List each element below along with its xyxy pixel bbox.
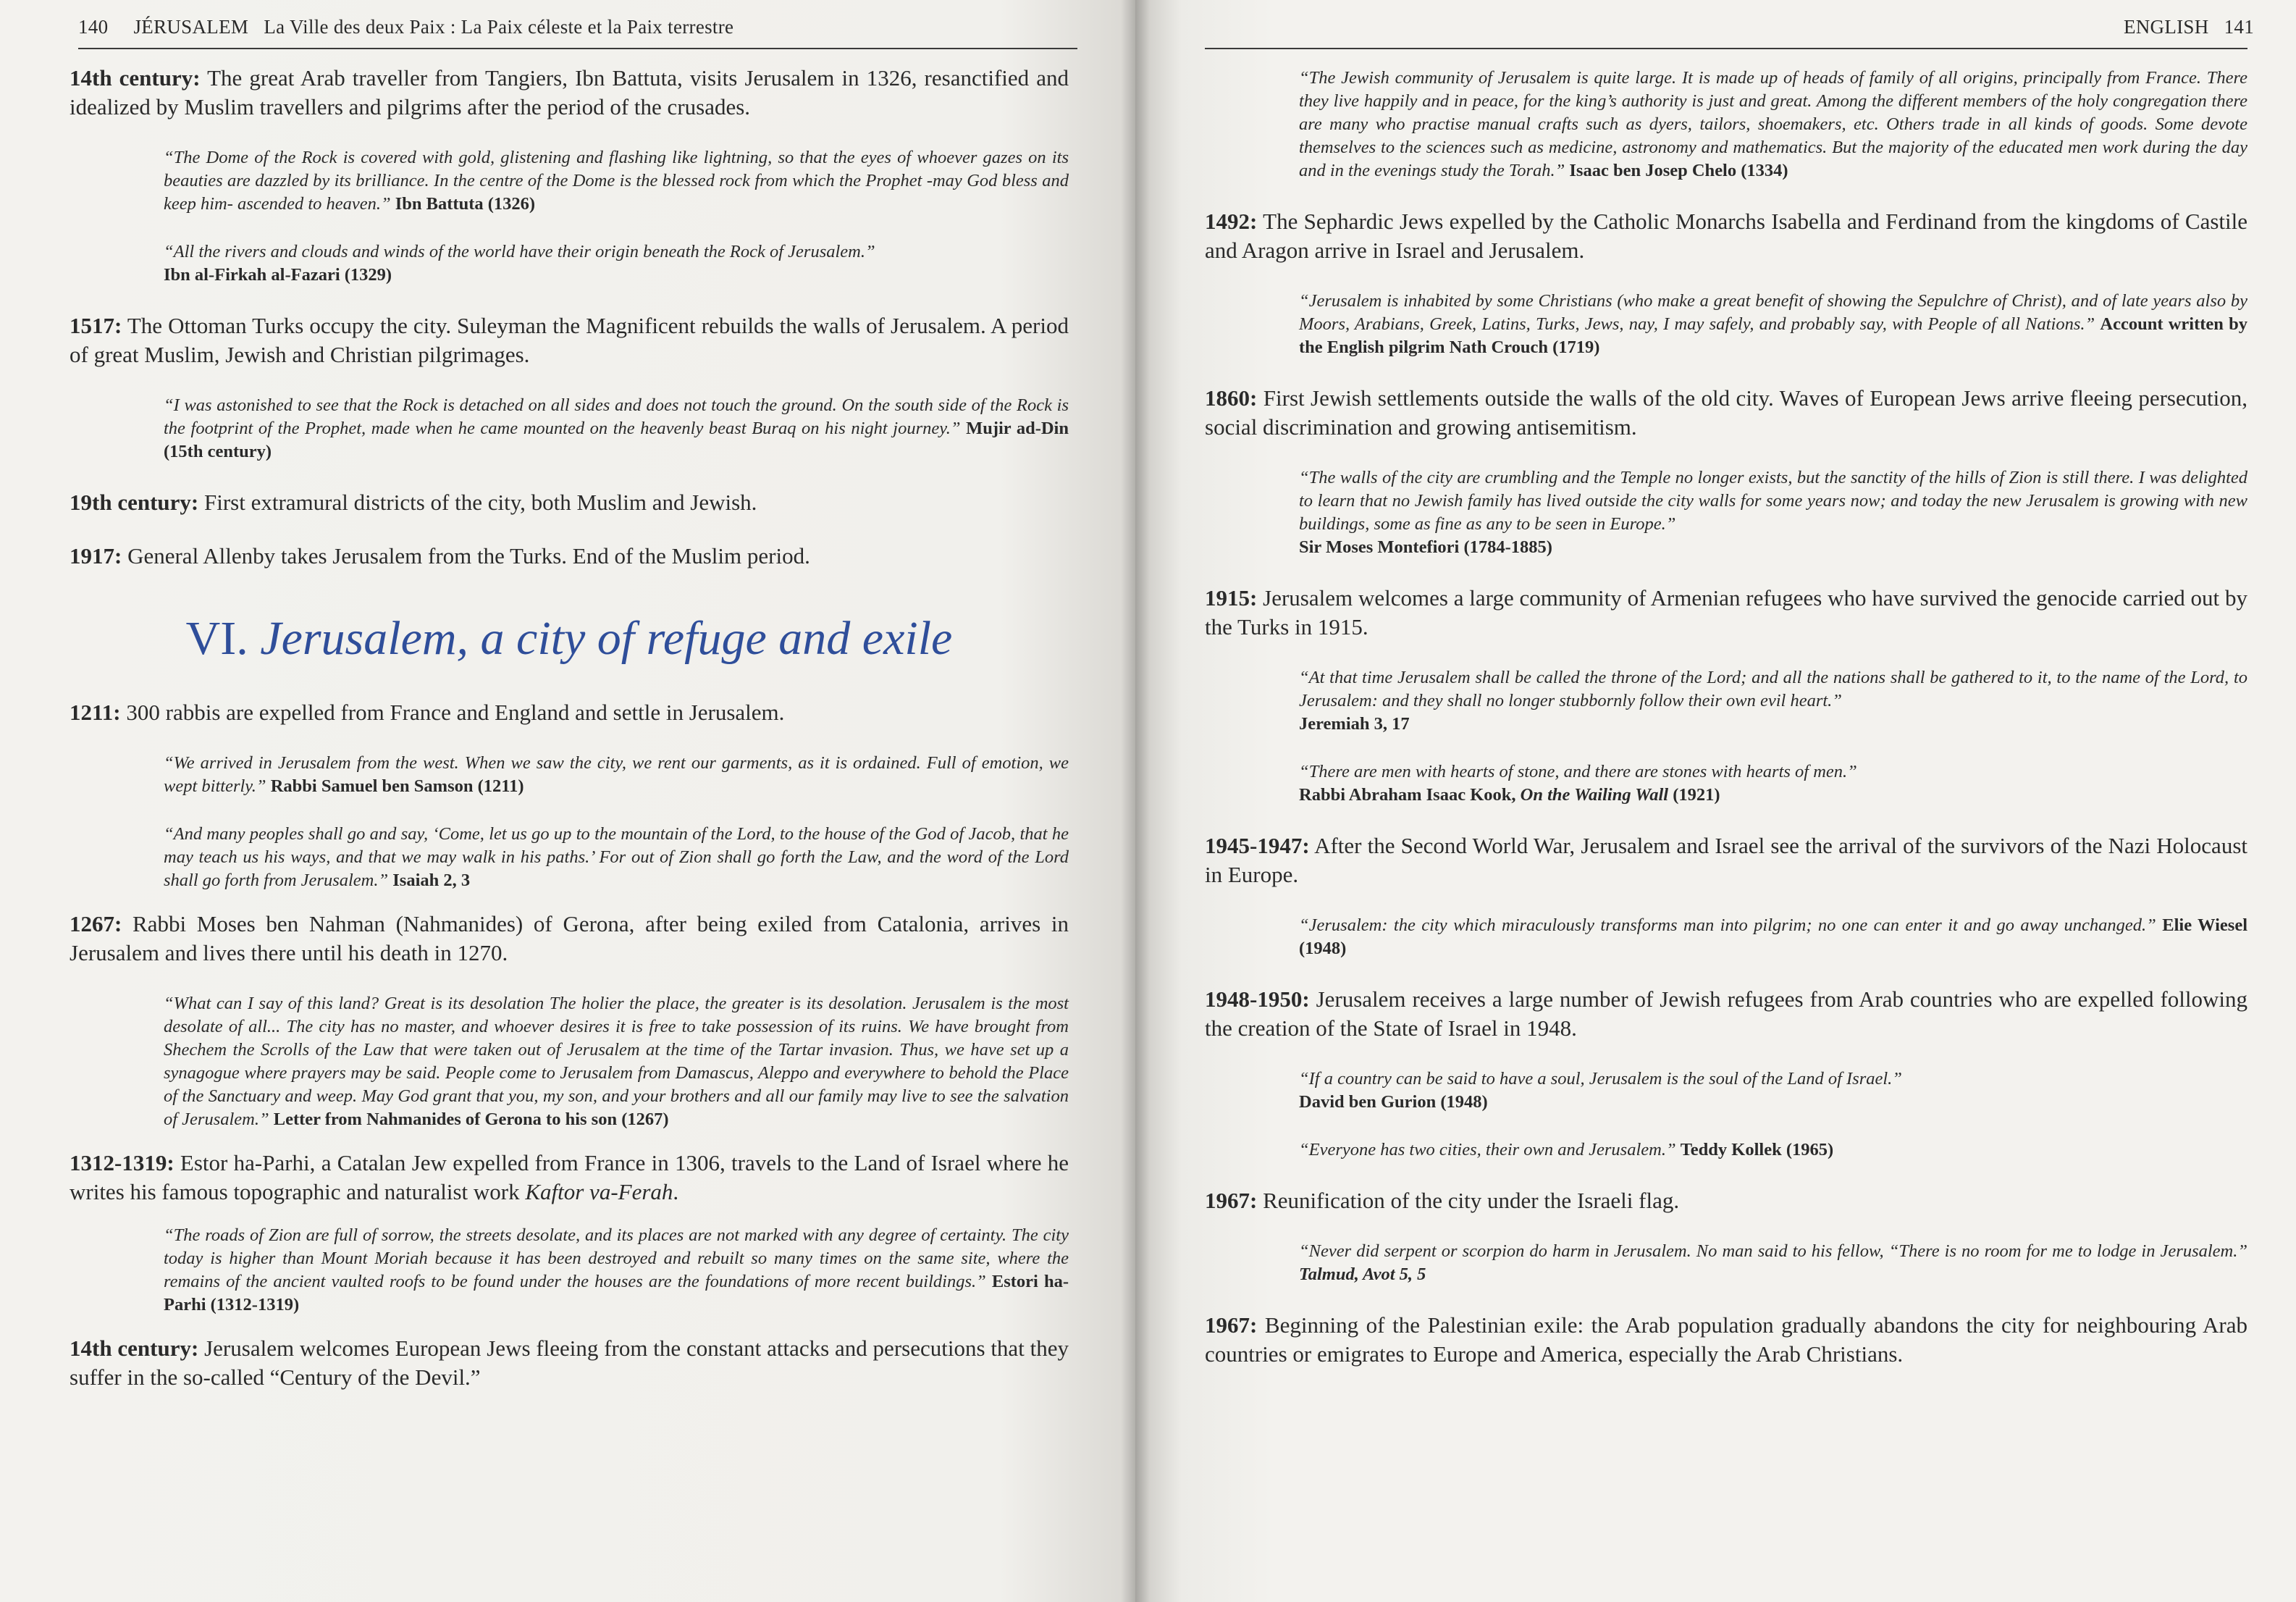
timeline-entry [70,910,1069,968]
quote-text: “If a country can be said to have a soul, Jerusalem is the soul of the Land of Israel.” [1299,1069,1902,1089]
page-number-left: 140 [78,16,109,38]
quote-citation: Letter from Nahmanides of Gerona to his son (1267) [273,1110,669,1129]
quote [164,823,1069,892]
entry-text: The Sephardic Jews expelled by the Catholic Monarchs Isabella and Ferdinand from the kingdoms of Castile and Aragon arrive in Israel and Jerusalem. [1205,209,2247,263]
entry-text: The Ottoman Turks occupy the city. Suleyman the Magnificent rebuilds the walls of Jerusalem. A period of great Muslim, Jewish and Christian pilgrimages. [70,313,1069,367]
quote-citation: Mujir ad-Din (15th century) [164,419,1069,461]
entry-text: First Jewish settlements outside the walls of the old city. Waves of European Jews arrive fleeing persecution, social discrimination and growing antisemitism. [1205,385,2247,440]
entry-date: 14th century: [70,1335,199,1361]
citation-author: Rabbi Abraham Isaac Kook, [1299,785,1521,805]
quote-citation [1299,785,1720,805]
timeline-entry [1205,207,2247,265]
quote-citation: Estori ha-Parhi (1312-1319) [164,1272,1069,1314]
entry-date: 1267: [70,911,122,936]
running-head-language: ENGLISH [2123,16,2209,38]
quote-text: “The Dome of the Rock is covered with gold, glistening and flashing like lightning, so that the eyes of whoever gazes on its beauties are dazzled by its brilliance. In the centre of the Dome is the blessed rock from which the Prophet -may God bless and keep him- ascended to heaven.” [164,148,1069,214]
entry-date: 1945-1947: [1205,833,1310,858]
section-title: Jerusalem, a city of refuge and exile [260,612,953,665]
entry-date: 1492: [1205,209,1258,234]
entry-date: 1211: [70,700,121,725]
entry-date: 1967: [1205,1188,1258,1213]
entry-text: Beginning of the Palestinian exile: the Arab population gradually abandons the city for neighbouring Arab countries or emigrates to Europe and America, especially the Arab Christians. [1205,1312,2247,1367]
quote-citation: Teddy Kollek (1965) [1680,1140,1834,1159]
entry-text: Reunification of the city under the Israeli flag. [1257,1188,1680,1213]
work-title: Kaftor va-Ferah [525,1179,673,1204]
right-page-body [1205,62,2247,1393]
quote [1299,466,2247,559]
timeline-entry [70,1149,1069,1207]
timeline-entry [70,311,1069,369]
left-page [0,0,1135,1602]
left-page-body [70,64,1069,1417]
section-number: VI. [185,612,261,665]
page-number-right: 141 [2224,16,2254,38]
section-heading [70,610,1069,668]
quote-citation: Elie Wiesel (1948) [1299,915,2248,958]
quote-text: “What can I say of this land? Great is its desolation The holier the place, the greater is its desolation. Jerusalem is the most desolate of all... The city has no master, and whoever desires it is free to take possession of its ruins. We have brought from Shechem the Scrolls of the Law that were taken out of Jerusalem at the time of the Tartar invasion. Thus, we have set up a synagogue where prayers may be said. People come to Jerusalem from Damascus, Aleppo and everywhere to behold the Place of the Sanctuary and weep. May God grant that you, my son, and your brothers and all our family may live to see the salvation of Jerusalem.” [164,994,1069,1129]
entry-date: 1967: [1205,1312,1258,1338]
entry-date: 19th century: [70,490,199,515]
timeline-entry [70,64,1069,122]
running-head-right [2124,16,2254,38]
quote-citation: Ibn al-Firkah al-Fazari (1329) [164,265,392,285]
entry-date: 1517: [70,313,122,338]
citation-work: On the Wailing Wall [1520,785,1669,805]
quote [164,752,1069,798]
quote-text: “Everyone has two cities, their own and Jerusalem.” [1299,1140,1681,1159]
quote-citation: Isaac ben Josep Chelo (1334) [1569,161,1788,180]
quote [1299,666,2247,736]
entry-text-end: . [673,1179,679,1204]
quote-text: “Jerusalem is inhabited by some Christians (who make a great benefit of showing the Sepulchre of Christ), and of late years also by Moors, Arabians, Greek, Latins, Turks, Jews, nay, I may safely, and probably say, with People of all Nations.” [1299,291,2247,334]
header-rule-right [1205,48,2247,49]
quote [1299,1068,2247,1114]
timeline-entry [1205,1311,2247,1369]
entry-date: 1917: [70,543,122,569]
quote-text: “The Jewish community of Jerusalem is quite large. It is made up of heads of family of all origins, principally from France. There they live happily and in peace, for the king’s authority is just and great. Among the different members of the holy congregation there are many who practise manual crafts such as dyers, tailors, shoemakers, etc. Others trade in all kinds of goods. Some devote themselves to the sciences such as medicine, astronomy and mathematics. But the majority of the educated men work during the day and in the evenings study the Torah.” [1299,68,2247,180]
timeline-entry [1205,1186,2247,1215]
quote-text: “I was astonished to see that the Rock is detached on all sides and does not touch the ground. On the south side of the Rock is the footprint of the Prophet, made when he came mounted on the heavenly beast Buraq on his night journey.” [164,395,1069,438]
timeline-entry [1205,584,2247,642]
quote [1299,67,2247,183]
entry-date: 1948-1950: [1205,986,1310,1012]
quote-citation: Jeremiah 3, 17 [1299,714,1410,734]
quote [164,1224,1069,1317]
header-rule-left [78,48,1077,49]
entry-date: 1915: [1205,585,1258,611]
timeline-entry [1205,985,2247,1043]
entry-text: Jerusalem welcomes a large community of Armenian refugees who have survived the genocide carried out by the Turks in 1915. [1205,585,2247,639]
quote-text: “Never did serpent or scorpion do harm in Jerusalem. No man said to his fellow, “There is no room for me to lodge in Jerusalem.” [1299,1241,2247,1261]
entry-text: 300 rabbis are expelled from France and England and settle in Jerusalem. [120,700,785,725]
quote [164,992,1069,1131]
citation-work: Talmud, Avot 5, 5 [1299,1265,1426,1284]
entry-text: After the Second World War, Jerusalem and Israel see the arrival of the survivors of the Nazi Holocaust in Europe. [1205,833,2247,887]
entry-text: Estor ha-Parhi, a Catalan Jew expelled from France in 1306, travels to the Land of Israel where he writes his famous topographic and naturalist work [70,1150,1069,1204]
book-gutter [1121,0,1150,1602]
timeline-entry [70,488,1069,517]
quote-citation: Ibn Battuta (1326) [395,194,536,214]
quote-citation [1299,1265,1426,1284]
entry-text: Jerusalem receives a large number of Jewish refugees from Arab countries who are expelled following the creation of the State of Israel in 1948. [1205,986,2247,1041]
quote-citation: Isaiah 2, 3 [392,871,471,890]
timeline-entry [1205,831,2247,889]
entry-text: Jerusalem welcomes European Jews fleeing from the constant attacks and persecutions that they suffer in the so-called “Century of the Devil.” [70,1335,1069,1390]
quote-text: “The roads of Zion are full of sorrow, the streets desolate, and its places are not marked with any degree of certainty. The city today is higher than Mount Moriah because it has been destroyed and rebuilt so many times on the same site, where the remains of the ancient vaulted roofs to be found under the houses are the foundations of more recent buildings.” [164,1225,1069,1291]
entry-date: 14th century: [70,65,201,91]
quote-text: “The walls of the city are crumbling and the Temple no longer exists, but the sanctity of the hills of Zion is still there. I was delighted to learn that no Jewish family has lived outside the city walls for some years now; and today the new Jerusalem is growing with new buildings, some as fine as any to be seen in Europe.” [1299,468,2247,534]
running-head-title: JÉRUSALEM La Ville des deux Paix : La Paix céleste et la Paix terrestre [133,16,734,38]
citation-year: (1921) [1668,785,1720,805]
timeline-entry [1205,384,2247,442]
quote [1299,290,2247,359]
quote [1299,760,2247,807]
quote-text: “There are men with hearts of stone, and there are stones with hearts of men.” [1299,762,1857,781]
quote-citation: David ben Gurion (1948) [1299,1092,1488,1112]
right-page [1135,0,2296,1602]
timeline-entry [70,542,1069,571]
entry-date: 1860: [1205,385,1258,411]
quote-text: “Jerusalem: the city which miraculously transforms man into pilgrim; no one can enter it and go away unchanged.” [1299,915,2163,935]
quote [164,146,1069,216]
quote-citation: Sir Moses Montefiori (1784-1885) [1299,537,1552,557]
quote-citation: Account written by the English pilgrim Nath Crouch (1719) [1299,314,2247,357]
quote [1299,1240,2247,1286]
quote [1299,914,2247,960]
entry-date: 1312-1319: [70,1150,174,1175]
quote-text: “And many peoples shall go and say, ‘Come, let us go up to the mountain of the Lord, to the house of the God of Jacob, that he may teach us his ways, and that we may walk in his paths.’ For out of Zion shall go forth the Law, and the word of the Lord shall go forth from Jerusalem.” [164,824,1069,890]
timeline-entry [70,1334,1069,1392]
quote [164,240,1069,287]
entry-text: General Allenby takes Jerusalem from the Turks. End of the Muslim period. [122,543,810,569]
quote [164,394,1069,464]
timeline-entry [70,698,1069,727]
quote-text: “We arrived in Jerusalem from the west. When we saw the city, we rent our garments, as it is ordained. Full of emotion, we wept bitterly.” [164,753,1069,796]
quote-text: “At that time Jerusalem shall be called the throne of the Lord; and all the nations shall be gathered to it, to the name of the Lord, to Jerusalem: and they shall no longer stubbornly follow their own evil heart.” [1299,668,2247,710]
quote-text: “All the rivers and clouds and winds of the world have their origin beneath the Rock of Jerusalem.” [164,242,875,261]
entry-text: The great Arab traveller from Tangiers, Ibn Battuta, visits Jerusalem in 1326, resanctified and idealized by Muslim travellers and pilgrims after the period of the crusades. [70,65,1069,119]
running-head-left [78,16,733,38]
quote-citation: Rabbi Samuel ben Samson (1211) [270,776,524,796]
entry-text: Rabbi Moses ben Nahman (Nahmanides) of Gerona, after being exiled from Catalonia, arrives in Jerusalem and lives there until his death in 1270. [70,911,1069,965]
quote [1299,1138,2247,1162]
entry-text: First extramural districts of the city, both Muslim and Jewish. [198,490,757,515]
